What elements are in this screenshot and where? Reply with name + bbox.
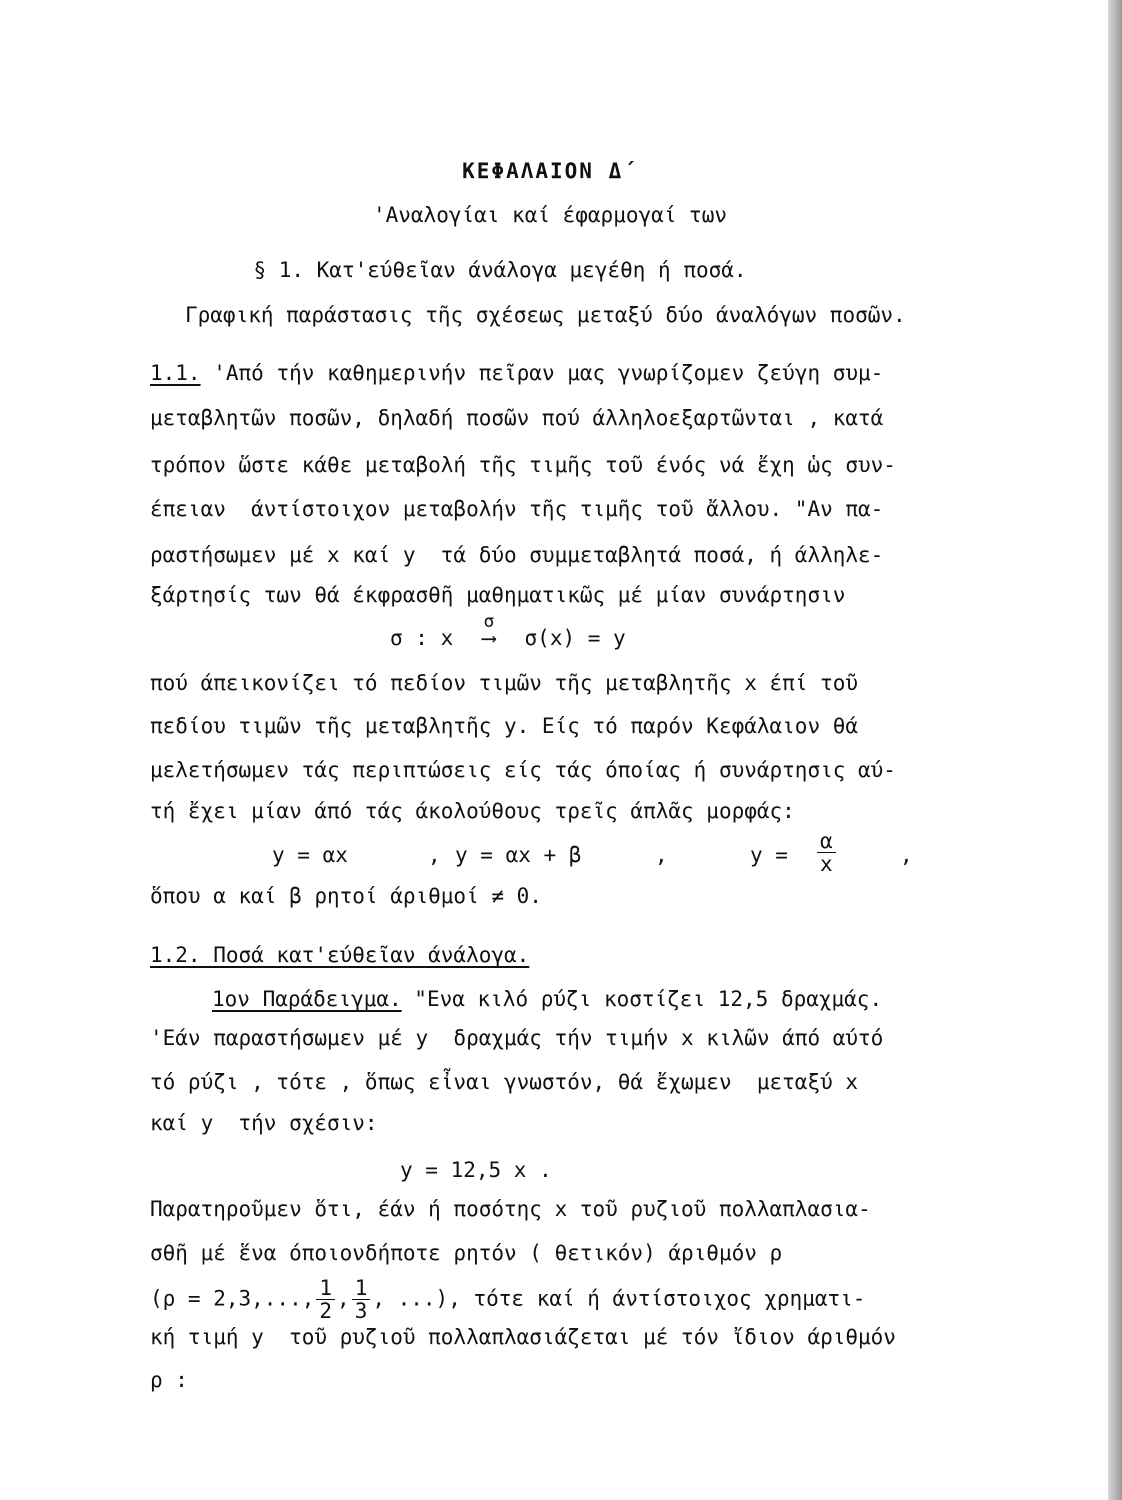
form-2: y = αx + β: [455, 843, 582, 867]
para1-line2: μεταβλητῶν ποσῶν, δηλαδή ποσῶν πού άλληλοεξαρτῶνται , κατά: [150, 406, 884, 430]
form-sep-2: ,: [655, 843, 668, 867]
equation: y = 12,5 x .: [400, 1158, 552, 1182]
example-line3: τό ρύζι , τότε , ὅπως εἶναι γνωστόν, θά ἔχωμεν μεταξύ x: [150, 1070, 859, 1094]
map-formula-left: σ : x: [390, 626, 454, 650]
arrow-icon: ⟶: [482, 626, 496, 650]
frac2-numerator: 1: [352, 1277, 371, 1300]
map-formula: [390, 611, 626, 651]
para1-line6: ξάρτησίς των θά έκφρασθῆ μαθηματικῶς μέ μίαν συνάρτησιν: [150, 583, 846, 607]
page-edge-shadow: [1108, 0, 1122, 1500]
para3-line3-start: (ρ = 2,3,...,: [150, 1286, 315, 1311]
para2-line4: τή ἔχει μίαν άπό τάς άκολούθους τρεῖς άπλᾶς μορφάς:: [150, 799, 795, 823]
para3-comma: ,: [337, 1286, 350, 1311]
condition-line: ὅπου α καί β ρητοί άριθμοί ≠ 0.: [150, 884, 542, 908]
form-sep-1: ,: [428, 843, 441, 867]
para3-line4: κή τιμή y τοῦ ρυζιοῦ πολλαπλασιάζεται μέ τόν ἴδιον άριθμόν: [150, 1325, 896, 1349]
example-line4: καί y τήν σχέσιν:: [150, 1111, 378, 1135]
map-formula-right: σ(x) = y: [524, 626, 626, 650]
frac2-denominator: 3: [354, 1299, 368, 1323]
chapter-title: ΚΕΦΑΛΑΙΟΝ Δ΄: [462, 159, 638, 183]
section12-heading: 1.2. Ποσά κατ'εύθεῖαν άνάλογα.: [150, 943, 530, 967]
form-3-denominator: x: [820, 852, 833, 876]
example-line1: [212, 986, 882, 1012]
form-sep-3: ,: [900, 843, 913, 867]
form-3-fraction: [815, 830, 838, 875]
para1-number: 1.1.: [150, 361, 201, 385]
para1-line5: ραστήσωμεν μέ x καί y τά δύο συμμεταβλητά ποσά, ή άλληλε-: [150, 543, 884, 567]
form-1: y = αx: [272, 843, 348, 867]
para3-line1: Παρατηροῦμεν ὅτι, έάν ή ποσότης x τοῦ ρυζιοῦ πολλαπλασια-: [150, 1197, 871, 1221]
para3-line2: σθῆ μέ ἕνα όποιονδήποτε ρητόν ( θετικόν) άριθμόν ρ: [150, 1241, 783, 1265]
example-line1-text: "Ενα κιλό ρύζι κοστίζει 12,5 δραχμάς.: [401, 987, 883, 1011]
para3-line5: ρ :: [150, 1368, 188, 1392]
para1-line1: [150, 360, 883, 386]
map-arrow-label: σ: [483, 611, 495, 632]
para1-line1-text: 'Από τήν καθημερινήν πεῖραν μας γνωρίζομεν ζεύγη συμ-: [213, 361, 884, 385]
para2-line1: πού άπεικονίζει τό πεδίον τιμῶν τῆς μεταβλητῆς x έπί τοῦ: [150, 671, 859, 695]
para1-line3: τρόπον ὥστε κάθε μεταβολή τῆς τιμῆς τοῦ ένός νά ἔχη ὡς συν-: [150, 453, 896, 477]
para2-line2: πεδίου τιμῶν τῆς μεταβλητῆς y. Είς τό παρόν Κεφάλαιον θά: [150, 714, 859, 738]
map-arrow: [466, 611, 512, 651]
frac1-denominator: 2: [319, 1299, 333, 1323]
para1-line4: έπειαν άντίστοιχον μεταβολήν τῆς τιμῆς τοῦ ἄλλου. "Αν πα-: [150, 497, 884, 521]
para2-line3: μελετήσωμεν τάς περιπτώσεις είς τάς όποίας ή συνάρτησις αύ-: [150, 758, 896, 782]
para3-line3: [150, 1277, 865, 1322]
section-subheading: Γραφική παράστασις τῆς σχέσεως μεταξύ δύο άναλόγων ποσῶν.: [185, 303, 906, 327]
form-3-left: y =: [750, 843, 788, 867]
para3-line3-end: , ...), τότε καί ή άντίστοιχος χρηματι-: [372, 1286, 866, 1311]
example-label: 1ον Παράδειγμα.: [212, 987, 402, 1011]
section-heading: § 1. Κατ'εύθεῖαν άνάλογα μεγέθη ή ποσά.: [253, 258, 747, 282]
form-3-numerator: α: [817, 830, 836, 853]
frac1-numerator: 1: [316, 1277, 335, 1300]
chapter-subtitle: 'Αναλογίαι καί έφαρμογαί των: [372, 203, 727, 227]
example-line2: 'Εάν παραστήσωμεν μέ y δραχμάς τήν τιμήν x κιλῶν άπό αύτό: [150, 1026, 884, 1050]
